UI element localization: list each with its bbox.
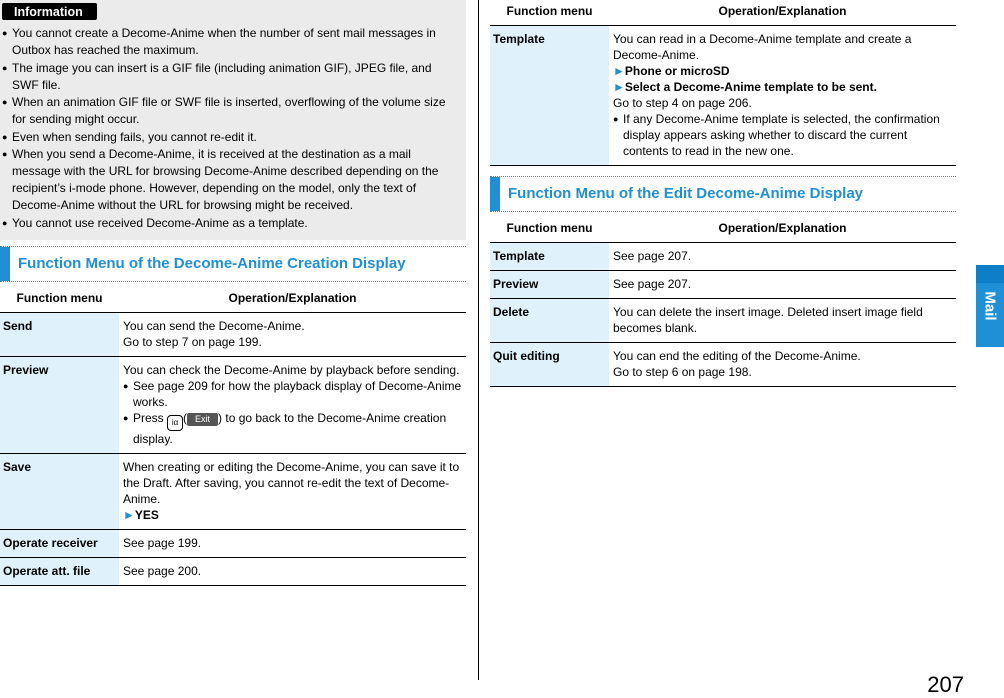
table-row [0, 454, 466, 530]
table-header-row [490, 0, 956, 26]
information-item: ● When you send a Decome-Anime, it is received at the destination as a mail message with the URL for browsing Decome-Anime described depending on the recipient’s i-mode phone. However, depending on the model, only the text of Decome-Anime without the URL for browsing might be received. [2, 146, 460, 214]
col-operation: Operation/Explanation [609, 0, 956, 26]
table-header-row [490, 212, 956, 243]
table-row [0, 357, 466, 454]
menu-operate-receiver: Operate receiver [0, 530, 119, 558]
table-row [490, 26, 956, 166]
col-function-menu: Function menu [0, 282, 119, 313]
menu-preview: Preview [0, 357, 119, 454]
table-row [0, 313, 466, 357]
edit-section-heading: Function Menu of the Edit Decome-Anime Display [490, 176, 956, 212]
menu-save: Save [0, 454, 119, 530]
table-row [490, 299, 956, 343]
chapter-label: Mail [981, 291, 999, 321]
i-alpha-key-icon: iα [167, 415, 183, 431]
save-explanation: When creating or editing the Decome-Anime, you can save it to the Draft. After saving, you cannot re-edit the text of Decome-Anime. ►YES [119, 454, 466, 530]
right-column [490, 0, 956, 387]
col-operation: Operation/Explanation [119, 282, 466, 313]
col-function-menu: Function menu [490, 212, 609, 243]
menu-delete: Delete [490, 299, 609, 343]
information-item: ● You cannot use received Decome-Anime as a template. [2, 215, 460, 232]
table-row [0, 558, 466, 586]
menu-template: Template [490, 26, 609, 166]
table-row [490, 243, 956, 271]
col-operation: Operation/Explanation [609, 212, 956, 243]
information-box [0, 0, 466, 240]
tab-cap [976, 265, 1004, 283]
heading-bar [490, 177, 500, 211]
mail-chapter-tab [976, 265, 1004, 347]
arrow-icon: ► [613, 80, 625, 94]
preview-explanation: See page 207. [609, 271, 956, 299]
arrow-icon: ► [123, 508, 135, 522]
heading-bar [0, 247, 10, 281]
exit-softkey-icon: Exit [187, 413, 218, 426]
creation-section-heading: Function Menu of the Decome-Anime Creation Display [0, 246, 466, 282]
information-item: ● You cannot create a Decome-Anime when the number of sent mail messages in Outbox has reached the maximum. [2, 25, 460, 59]
information-title: Information [2, 3, 97, 20]
menu-quit-editing: Quit editing [490, 343, 609, 387]
information-item: ● When an animation GIF file or SWF file is inserted, overflowing of the volume size for sending might occur. [2, 94, 460, 128]
menu-operate-att-file: Operate att. file [0, 558, 119, 586]
receiver-explanation: See page 199. [119, 530, 466, 558]
left-column [0, 0, 466, 586]
information-item: ● Even when sending fails, you cannot re-edit it. [2, 129, 460, 146]
col-function-menu: Function menu [490, 0, 609, 26]
page-number: 207 [927, 672, 964, 697]
table-row [490, 343, 956, 387]
preview-explanation: You can check the Decome-Anime by playback before sending. ● See page 209 for how the playback display of Decome-Anime works. ● Press iα ( Exit ) to go back to the Decome-Anime creation display. [119, 357, 466, 454]
menu-send: Send [0, 313, 119, 357]
quit-explanation: You can end the editing of the Decome-Anime. Go to step 6 on page 198. [609, 343, 956, 387]
column-divider [478, 0, 479, 680]
menu-template: Template [490, 243, 609, 271]
att-explanation: See page 200. [119, 558, 466, 586]
delete-explanation: You can delete the insert image. Deleted insert image field becomes blank. [609, 299, 956, 343]
table-header-row [0, 282, 466, 313]
continued-function-table [490, 0, 956, 166]
template-explanation: You can read in a Decome-Anime template and create a Decome-Anime. ►Phone or microSD ►Select a Decome-Anime template to be sent. Go to step 4 on page 206. ● If any Decome-Anime template is selected, the confirmation display appears asking whether to discard the current contents to read in the new one. [609, 26, 956, 166]
table-row [490, 271, 956, 299]
creation-function-table [0, 282, 466, 586]
send-explanation: You can send the Decome-Anime. Go to step 7 on page 199. [119, 313, 466, 357]
edit-function-table [490, 212, 956, 387]
information-list [2, 25, 460, 232]
template-explanation: See page 207. [609, 243, 956, 271]
information-item: ● The image you can insert is a GIF file (including animation GIF), JPEG file, and SWF file. [2, 60, 460, 94]
arrow-icon: ► [613, 64, 625, 78]
menu-preview: Preview [490, 271, 609, 299]
table-row [0, 530, 466, 558]
